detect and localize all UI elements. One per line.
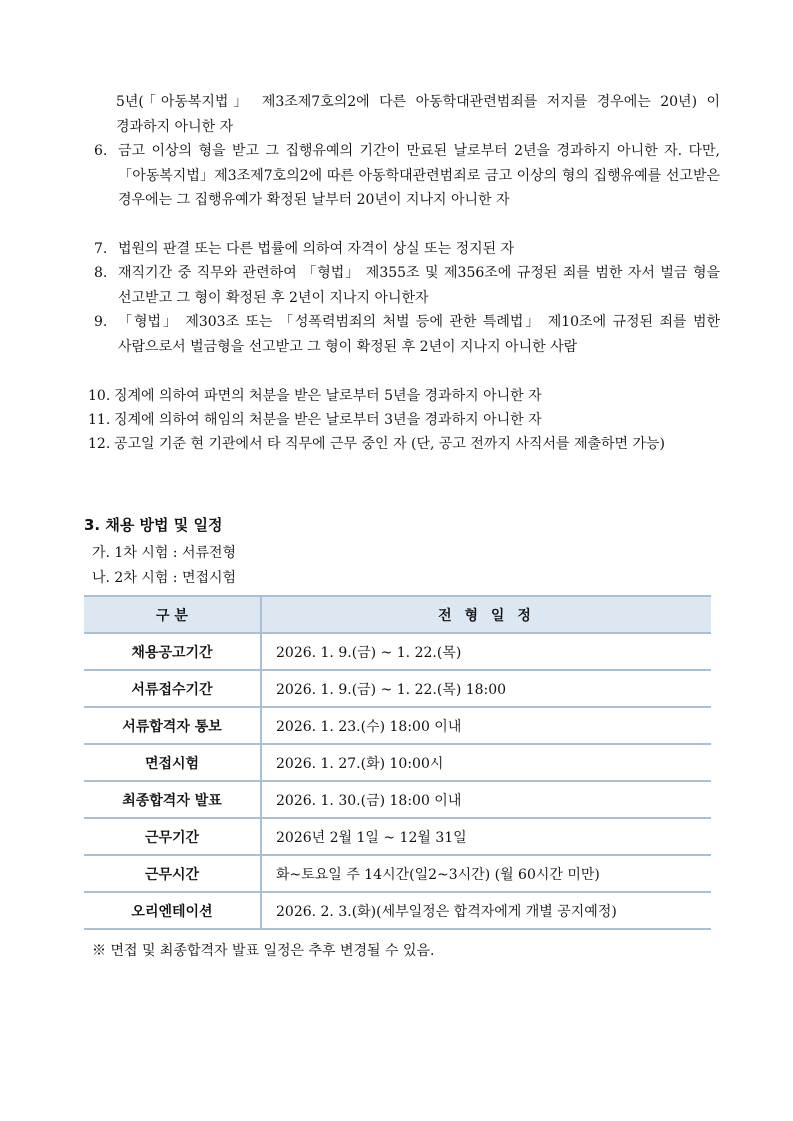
- row-category: 근무기간: [84, 818, 261, 855]
- row-schedule: 2026. 1. 23.(수) 18:00 이내: [261, 707, 711, 744]
- table-row: [84, 633, 711, 670]
- table-row: [84, 670, 711, 707]
- row-schedule: 2026. 1. 9.(금) ~ 1. 22.(목) 18:00: [261, 670, 711, 707]
- row-schedule: 2026. 1. 30.(금) 18:00 이내: [261, 781, 711, 818]
- row-category: 서류접수기간: [84, 670, 261, 707]
- list-item-8: 8. 재직기간 중 직무와 관련하여 「형법」 제355조 및 제356조에 규정된 죄를 범한 자서 벌금 형을 선고받고 그 형이 확정된 후 2년이 지나지 아니한자: [94, 265, 720, 306]
- table-row: [84, 707, 711, 744]
- list-item-7: 7. 법원의 판결 또는 다른 법률에 의하여 자격이 상실 또는 정지된 자: [94, 241, 515, 257]
- row-schedule: 2026. 1. 9.(금) ~ 1. 22.(목): [261, 633, 711, 670]
- row-schedule: 2026. 1. 27.(화) 10:00시: [261, 744, 711, 781]
- row-category: 채용공고기간: [84, 633, 261, 670]
- row-category: 서류합격자 통보: [84, 707, 261, 744]
- list-item-11: 11. 징계에 의하여 해임의 처분을 받은 날로부터 3년을 경과하지 아니한 자: [88, 412, 542, 428]
- list-item-9: 9. 「형법」 제303조 또는 「성폭력범죄의 처벌 등에 관한 특례법」 제10조에 규정된 죄를 범한 사람으로서 벌금형을 선고받고 그 형이 확정된 후 2년이 지나지 아니한 사람: [94, 314, 720, 355]
- list-item-5-continuation: 5년(「아동복지법」 제3조제7호의2에 다른 아동학대관련범죄를 저지를 경우에는 20년) 이 경과하지 아니한 자: [116, 94, 720, 135]
- schedule-table: [84, 595, 711, 930]
- list-item-6: 6. 금고 이상의 형을 받고 그 집행유예의 기간이 만료된 날로부터 2년을 경과하지 아니한 자. 다만, 「아동복지법」제3조제7호의2에 따른 아동학대관련범죄로 금고 이상의 형의 집행유예를 선고받은 경우에는 그 집행유예가 확정된 날부터 20년이 지나지 아니한 자: [94, 143, 720, 208]
- row-category: 최종합격자 발표: [84, 781, 261, 818]
- list-item-10: 10. 징계에 의하여 파면의 처분을 받은 날로부터 5년을 경과하지 아니한 자: [88, 388, 542, 404]
- table-row: [84, 855, 711, 892]
- header-category: 구 분: [84, 596, 261, 633]
- table-row: [84, 818, 711, 855]
- step-2: 나. 2차 시험 : 면접시험: [92, 570, 237, 586]
- row-schedule: 2026년 2월 1일 ~ 12월 31일: [261, 818, 711, 855]
- row-category: 면접시험: [84, 744, 261, 781]
- table-row: [84, 892, 711, 929]
- row-schedule: 화~토요일 주 14시간(일2~3시간) (월 60시간 미만): [261, 855, 711, 892]
- row-category: 근무시간: [84, 855, 261, 892]
- step-1: 가. 1차 시험 : 서류전형: [92, 545, 237, 561]
- table-row: [84, 781, 711, 818]
- table-header-row: [84, 596, 711, 633]
- header-schedule: 전 형 일 정: [261, 596, 711, 633]
- list-item-12: 12. 공고일 기준 현 기관에서 타 직무에 근무 중인 자 (단, 공고 전까지 사직서를 제출하면 가능): [88, 436, 666, 452]
- schedule-note: ※ 면접 및 최종합격자 발표 일정은 추후 변경될 수 있음.: [92, 943, 435, 959]
- table-row: [84, 744, 711, 781]
- row-category: 오리엔테이션: [84, 892, 261, 929]
- section-title: 3. 채용 방법 및 일정: [84, 516, 223, 534]
- row-schedule: 2026. 2. 3.(화)(세부일정은 합격자에게 개별 공지예정): [261, 892, 711, 929]
